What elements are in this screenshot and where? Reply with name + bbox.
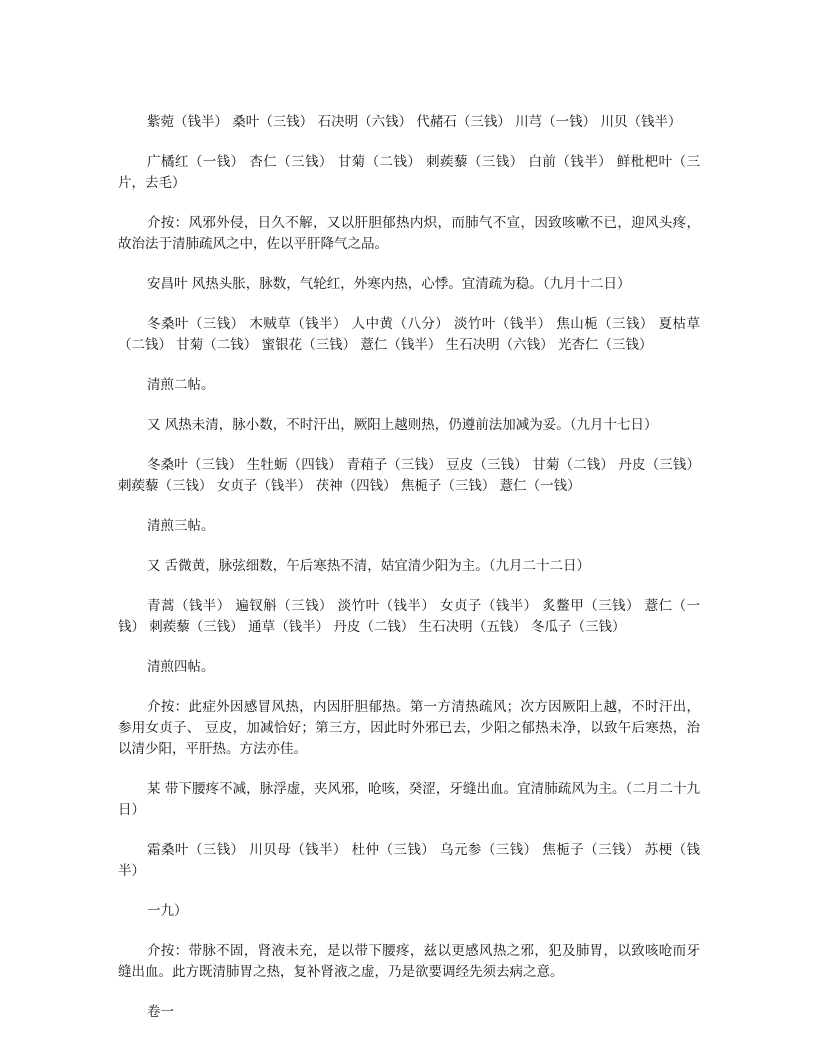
prescription-paragraph: 广橘红（一钱） 杏仁（三钱） 甘菊（二钱） 刺蒺藜（三钱） 白前（钱半） 鲜枇杷叶（三片，去毛） <box>118 154 700 191</box>
decoction-instruction: 清煎四帖。 <box>147 659 215 675</box>
page-marker: 一九） <box>147 903 188 919</box>
commentary-paragraph: 介按：此症外因感冒风热，内因肝胆郁热。第一方清热疏风；次方因厥阳上越，不时汗出，参用女贞子、 豆皮，加减恰好；第三方，因此时外邪已去，少阳之郁热未净，以致午后寒热，治以清少阳，平肝热。方法亦佳。 <box>118 699 700 757</box>
case-note-paragraph: 某 带下腰疼不减，脉浮虚，夹风邪，呛咳，癸涩，牙缝出血。宜清肺疏风为主。（二月二十九日） <box>118 781 700 818</box>
commentary-paragraph: 介按：带脉不固，肾液未充，是以带下腰疼，兹以更感风热之邪，犯及肺胃，以致咳呛而牙缝出血。此方既清肺胃之热，复补肾液之虚，乃是欲要调经先须去病之意。 <box>118 943 700 980</box>
prescription-paragraph: 紫菀（钱半） 桑叶（三钱） 石决明（六钱） 代赭石（三钱） 川芎（一钱） 川贝（钱半） <box>147 114 682 130</box>
document-body <box>118 112 700 1042</box>
prescription-paragraph: 霜桑叶（三钱） 川贝母（钱半） 杜仲（三钱） 乌元参（三钱） 焦栀子（三钱） 苏梗（钱半） <box>118 842 700 879</box>
volume-label: 卷一 <box>147 1004 174 1020</box>
prescription-paragraph: 冬桑叶（三钱） 木贼草（钱半） 人中黄（八分） 淡竹叶（钱半） 焦山栀（三钱） 夏枯草（二钱） 甘菊（二钱） 蜜银花（三钱） 薏仁（钱半） 生石决明（六钱） 光杏仁（三钱） <box>118 316 700 353</box>
commentary-paragraph: 介按：风邪外侵，日久不解，又以肝胆郁热内炽，而肺气不宣，因致咳嗽不已，迎风头疼，故治法于清肺疏风之中，佐以平肝降气之品。 <box>118 215 700 252</box>
decoction-instruction: 清煎三帖。 <box>147 518 215 534</box>
case-note-paragraph: 又 风热未清，脉小数，不时汗出，厥阳上越则热，仍遵前法加减为妥。（九月十七日） <box>147 417 658 433</box>
decoction-instruction: 清煎二帖。 <box>147 377 215 393</box>
prescription-paragraph: 冬桑叶（三钱） 生牡蛎（四钱） 青葙子（三钱） 豆皮（三钱） 甘菊（二钱） 丹皮（三钱） 刺蒺藜（三钱） 女贞子（钱半） 茯神（四钱） 焦栀子（三钱） 薏仁（一钱） <box>118 457 700 494</box>
case-note-paragraph: 又 舌微黄，脉弦细数，午后寒热不清，姑宜清少阳为主。（九月二十二日） <box>147 558 591 574</box>
case-note-paragraph: 安昌叶 风热头胀，脉数，气轮红，外寒内热，心悸。宜清疏为稳。（九月十二日） <box>147 276 631 292</box>
prescription-paragraph: 青蒿（钱半） 遍钗斛（三钱） 淡竹叶（钱半） 女贞子（钱半） 炙鳖甲（三钱） 薏仁（一钱） 刺蒺藜（三钱） 通草（钱半） 丹皮（二钱） 生石决明（五钱） 冬瓜子（三钱） <box>118 598 700 635</box>
